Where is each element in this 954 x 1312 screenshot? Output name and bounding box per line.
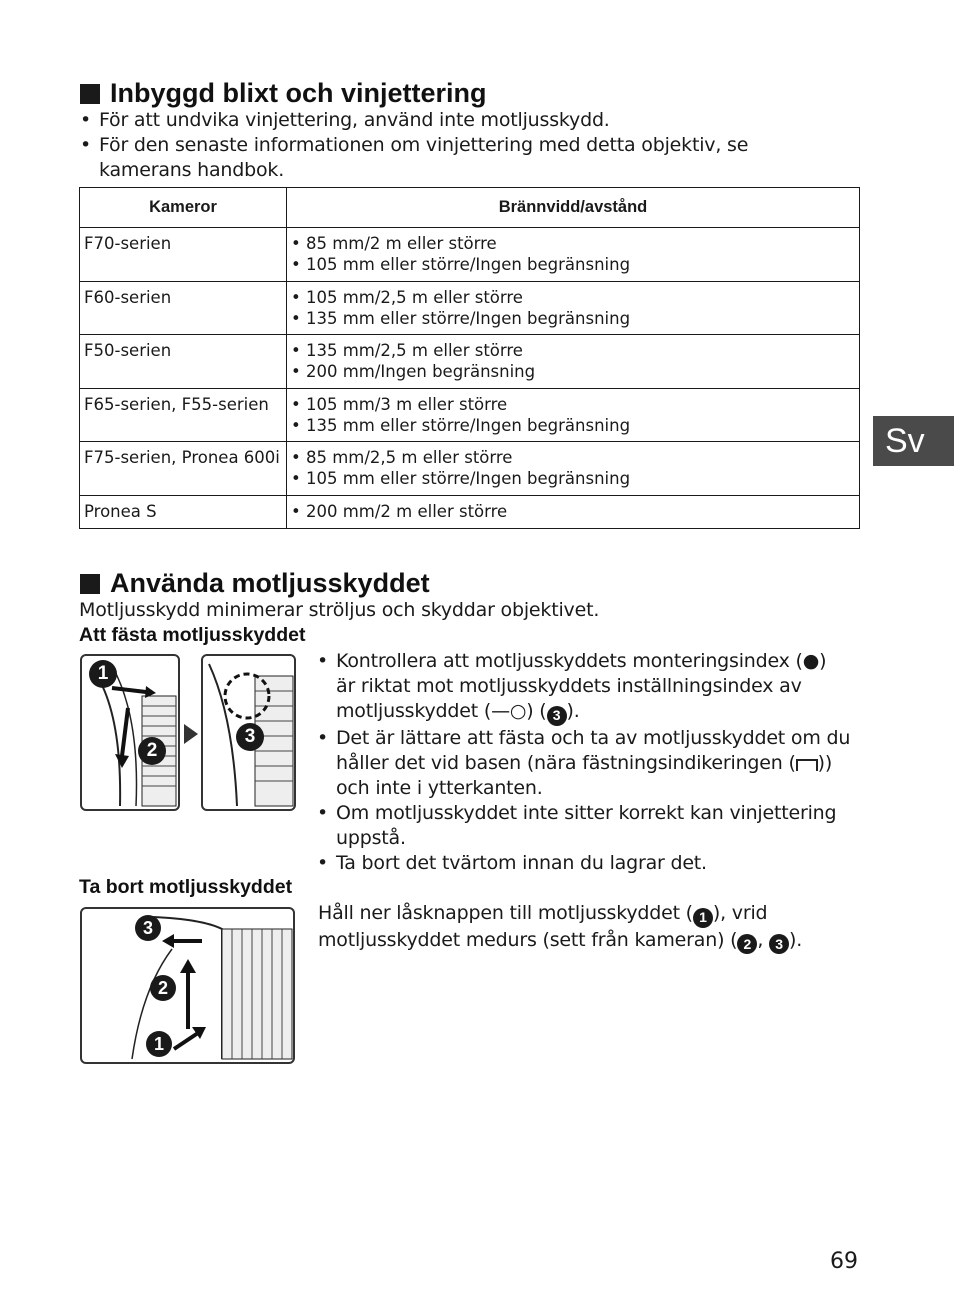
bullet-item: • Om motljusskyddet inte sitter korrekt kan vinjettering uppstå.: [316, 801, 856, 851]
next-arrow-icon: [184, 724, 198, 744]
bullet-item: • För den senaste informationen om vinjettering med detta objektiv, se kamerans handbok.: [79, 133, 799, 183]
bullet-item: • Det är lättare att fästa och ta av motljusskyddet om du håller det vid basen (nära fästningsindikeringen ( )) och inte i ytterkanten.: [316, 726, 856, 801]
square-bullet-icon: [80, 574, 100, 594]
hood-intro: Motljusskydd minimerar ströljus och skyddar objektivet.: [79, 599, 600, 621]
flash-bullets: [79, 108, 799, 183]
attachment-indicator-icon: [796, 759, 818, 771]
square-bullet-icon: [80, 84, 100, 104]
step-2-marker: 2: [150, 975, 176, 1001]
bullet-item: • Kontrollera att motljusskyddets monteringsindex (●) är riktat mot motljusskyddets inställningsindex av motljusskyddet (—○) ( 3 ).: [316, 649, 856, 726]
attach-heading: Att fästa motljusskyddet: [79, 624, 306, 646]
table-row: F60-serien • 105 mm/2,5 m eller större • 135 mm eller större/Ingen begränsning: [80, 282, 860, 335]
language-tab: Sv: [873, 416, 954, 466]
column-header-cameras: Kameror: [80, 188, 287, 228]
table-row: F70-serien • 85 mm/2 m eller större • 105 mm eller större/Ingen begränsning: [80, 228, 860, 282]
step-3-marker: 3: [135, 915, 161, 941]
bullet-item: • Ta bort det tvärtom innan du lagrar det.: [316, 851, 856, 876]
step-1-marker: 1: [89, 660, 117, 688]
vignetting-table: [79, 187, 860, 529]
table-row: Pronea S • 200 mm/2 m eller större: [80, 496, 860, 529]
table-row: F65-serien, F55-serien • 105 mm/3 m eller större • 135 mm eller större/Ingen begränsning: [80, 389, 860, 442]
table-row: F75-serien, Pronea 600i • 85 mm/2,5 m eller större • 105 mm eller större/Ingen begränsning: [80, 442, 860, 496]
remove-heading: Ta bort motljusskyddet: [79, 876, 293, 898]
attach-bullets: [316, 649, 856, 876]
remove-figure: [80, 907, 295, 1064]
section-heading-flash: Inbyggd blixt och vinjettering: [80, 78, 487, 109]
page-number: 69: [830, 1249, 858, 1274]
remove-instructions: Håll ner låsknappen till motljusskyddet ( 1 ), vrid motljusskyddet medurs (sett från kameran) ( 2 , 3 ).: [318, 901, 858, 954]
step-1-marker: 1: [146, 1031, 172, 1057]
step-2-marker: 2: [138, 737, 166, 765]
column-header-focal: Brännvidd/avstånd: [287, 188, 860, 228]
lens-hood-remove-illustration: [82, 909, 293, 1062]
section-heading-hood: Använda motljusskyddet: [80, 568, 430, 599]
table-row: F50-serien • 135 mm/2,5 m eller större • 200 mm/Ingen begränsning: [80, 335, 860, 389]
mount-index-dot-icon: ●: [802, 650, 820, 672]
step-3-marker: 3: [236, 723, 264, 751]
bullet-item: • För att undvika vinjettering, använd inte motljusskydd.: [79, 108, 799, 133]
setting-index-icon: —○: [491, 700, 527, 722]
